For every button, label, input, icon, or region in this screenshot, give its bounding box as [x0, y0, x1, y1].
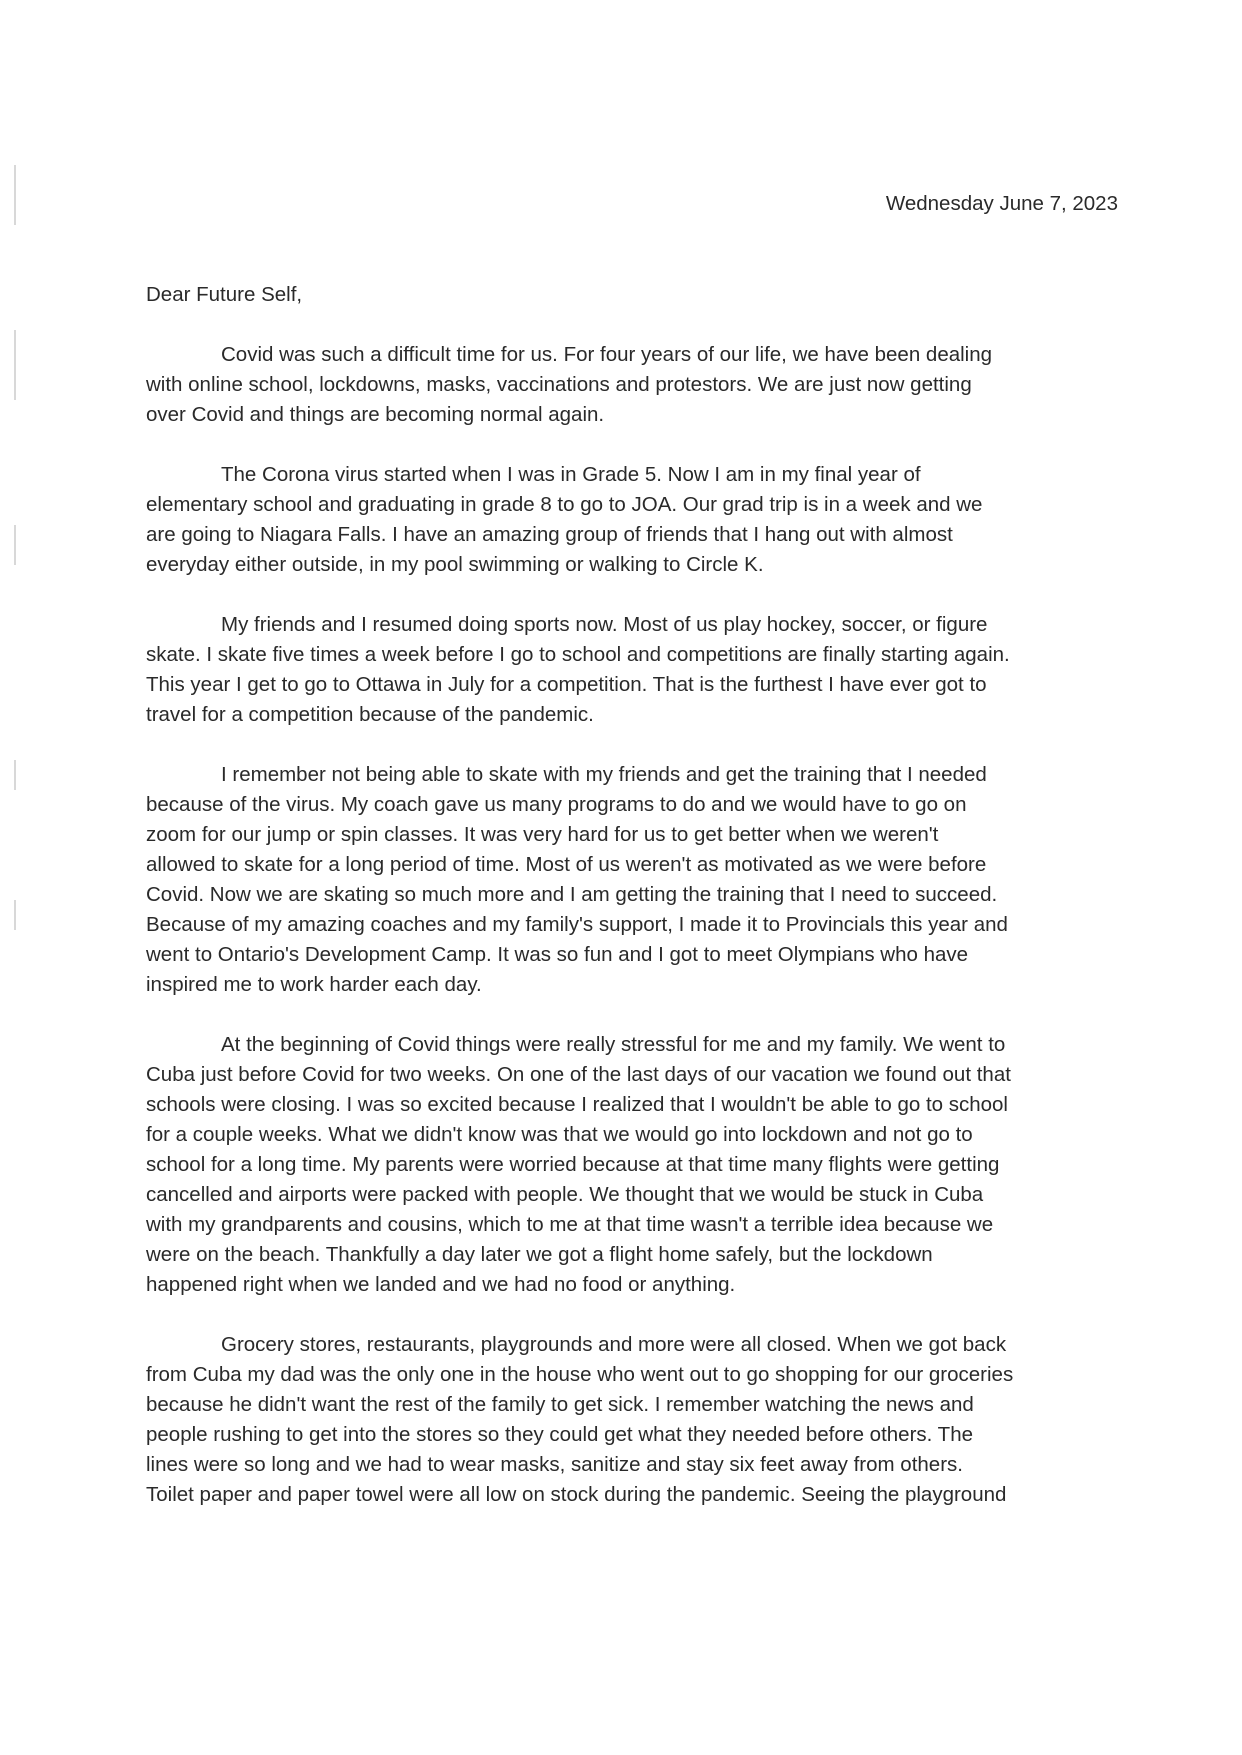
paragraph-line: I remember not being able to skate with my friends and get the training that I needed — [221, 763, 987, 786]
paragraph-line: Covid was such a difficult time for us. For four years of our life, we have been dealing — [221, 343, 993, 366]
paragraph-line: with my grandparents and cousins, which to me at that time wasn't a terrible idea because we — [146, 1213, 994, 1236]
letter-paragraph — [146, 760, 1126, 1000]
paragraph-line: were on the beach. Thankfully a day later we got a flight home safely, but the lockdown — [146, 1243, 933, 1266]
letter-paragraph — [146, 1330, 1126, 1510]
paragraph-line: Cuba just before Covid for two weeks. On one of the last days of our vacation we found out that — [146, 1063, 1011, 1086]
paragraph-line: This year I get to go to Ottawa in July for a competition. That is the furthest I have ever got to — [146, 673, 987, 696]
paragraph-line: zoom for our jump or spin classes. It was very hard for us to get better when we weren't — [146, 823, 939, 846]
paragraph-line: people rushing to get into the stores so they could get what they needed before others. The — [146, 1423, 974, 1446]
paragraph-line: from Cuba my dad was the only one in the house who went out to go shopping for our groceries — [146, 1363, 1014, 1386]
paragraph-line: Covid. Now we are skating so much more and I am getting the training that I need to succeed. — [146, 883, 998, 906]
letter-paragraph — [146, 1030, 1126, 1300]
paragraph-line: Because of my amazing coaches and my family's support, I made it to Provincials this year and — [146, 913, 1008, 936]
paragraph-line: lines were so long and we had to wear masks, sanitize and stay six feet away from others. — [146, 1453, 963, 1476]
paragraph-line: because of the virus. My coach gave us many programs to do and we would have to go on — [146, 793, 967, 816]
paragraph-line: My friends and I resumed doing sports now. Most of us play hockey, soccer, or figure — [221, 613, 988, 636]
paragraph-line: with online school, lockdowns, masks, vaccinations and protestors. We are just now getting — [146, 373, 972, 396]
paragraph-line: At the beginning of Covid things were really stressful for me and my family. We went to — [221, 1033, 1006, 1056]
letter-salutation: Dear Future Self, — [146, 283, 303, 306]
scan-edge-mark — [14, 330, 16, 400]
scan-edge-mark — [14, 900, 16, 930]
paragraph-line: for a couple weeks. What we didn't know was that we would go into lockdown and not go to — [146, 1123, 973, 1146]
paragraph-line: elementary school and graduating in grade 8 to go to JOA. Our grad trip is in a week and we — [146, 493, 983, 516]
scan-edge-mark — [14, 525, 16, 565]
paragraph-line: over Covid and things are becoming normal again. — [146, 403, 605, 426]
paragraph-line: inspired me to work harder each day. — [146, 973, 482, 996]
paragraph-line: because he didn't want the rest of the family to get sick. I remember watching the news and — [146, 1393, 974, 1416]
letter-paragraph — [146, 610, 1126, 730]
paragraph-line: schools were closing. I was so excited because I realized that I wouldn't be able to go to school — [146, 1093, 1008, 1116]
scan-edge-mark — [14, 165, 16, 225]
paragraph-line: travel for a competition because of the pandemic. — [146, 703, 594, 726]
letter-paragraph — [146, 460, 1126, 580]
paragraph-line: everyday either outside, in my pool swimming or walking to Circle K. — [146, 553, 764, 576]
paragraph-line: allowed to skate for a long period of time. Most of us weren't as motivated as we were before — [146, 853, 987, 876]
paragraph-line: are going to Niagara Falls. I have an amazing group of friends that I hang out with almost — [146, 523, 953, 546]
paragraph-line: skate. I skate five times a week before I go to school and competitions are finally starting again. — [146, 643, 1010, 666]
letter-paragraph — [146, 340, 1126, 430]
letter-paragraphs — [146, 340, 1126, 1510]
paragraph-line: school for a long time. My parents were worried because at that time many flights were getting — [146, 1153, 1000, 1176]
paragraph-line: Grocery stores, restaurants, playgrounds and more were all closed. When we got back — [221, 1333, 1007, 1356]
paragraph-line: happened right when we landed and we had no food or anything. — [146, 1273, 736, 1296]
paragraph-line: The Corona virus started when I was in Grade 5. Now I am in my final year of — [221, 463, 921, 486]
letter-body — [146, 280, 1126, 1540]
paragraph-line: Toilet paper and paper towel were all low on stock during the pandemic. Seeing the playground — [146, 1483, 1007, 1506]
paragraph-line: went to Ontario's Development Camp. It was so fun and I got to meet Olympians who have — [146, 943, 969, 966]
scan-edge-mark — [14, 760, 16, 790]
paragraph-line: cancelled and airports were packed with people. We thought that we would be stuck in Cuba — [146, 1183, 984, 1206]
letter-date: Wednesday June 7, 2023 — [885, 192, 1118, 215]
